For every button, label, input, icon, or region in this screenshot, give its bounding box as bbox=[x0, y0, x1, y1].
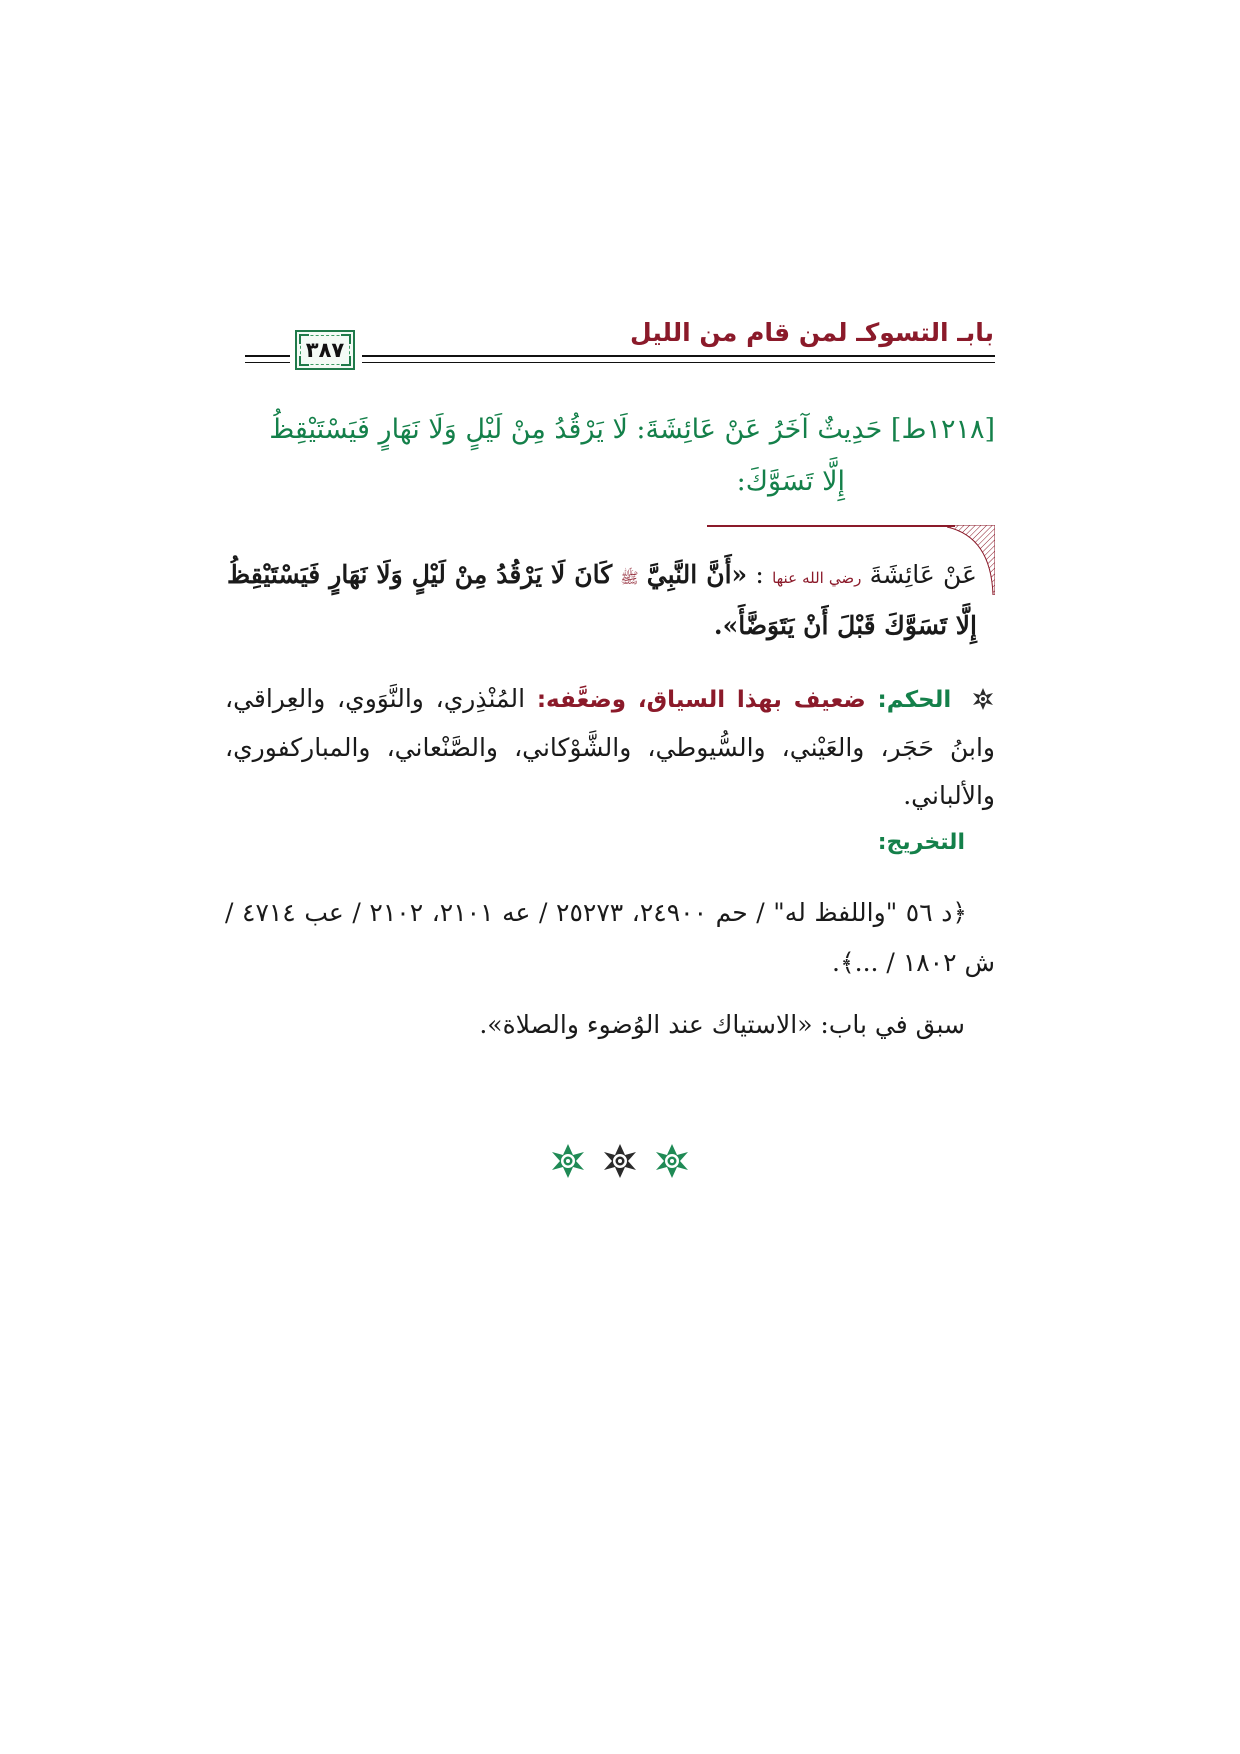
hadith-intro: عَنْ عَائِشَةَ bbox=[869, 560, 977, 589]
hadith-heading-line2: إِلَّا تَسَوَّكَ: bbox=[736, 466, 845, 497]
hadith-colon: : bbox=[755, 560, 764, 589]
hadith-heading bbox=[227, 404, 995, 508]
hadith-block bbox=[225, 525, 995, 640]
prophet-honorific: ﷺ bbox=[620, 569, 639, 587]
ornament-rosette-icon bbox=[971, 687, 995, 711]
header-rule-right-top bbox=[362, 355, 995, 357]
hadith-text bbox=[227, 551, 977, 650]
hadith-matn-rest: كَانَ لَا يَرْقُدُ مِنْ لَيْلٍ وَلَا نَهَارٍ فَيَسْتَيْقِظُ إِلَّا تَسَوَّكَ قَبْلَ أَنْ يَتَوَضَّأَ». bbox=[227, 560, 977, 640]
narrator-honorific: رضي الله عنها bbox=[772, 569, 862, 587]
page-number: ٣٨٧ bbox=[305, 338, 345, 362]
ruling-scholars: المُنْذِري، والنَّوَوي، والعِراقي، وابنُ حَجَر، والعَيْني، والسُّيوطي، والشَّوْكاني، والصَّنْعاني، والمباركفوري، والألباني. bbox=[225, 684, 995, 810]
header-rule-right-bottom bbox=[362, 362, 995, 363]
chapter-title: بابـ التسوكـ لمن قام من الليل bbox=[630, 318, 994, 347]
hadith-frame-line bbox=[707, 525, 955, 527]
ruling-paragraph bbox=[225, 675, 995, 820]
takhrij-text: ﴿د ٥٦ "واللفظ له" / حم ٢٤٩٠٠، ٢٥٢٧٣ / عه ٢١٠١، ٢١٠٢ / عب ٤٧١٤ / ش ١٨٠٢ / ...﴾. bbox=[225, 898, 995, 977]
end-ornaments bbox=[550, 1143, 690, 1183]
ornament-rosette-icon bbox=[654, 1143, 690, 1179]
hadith-number: [١٢١٨ط] bbox=[890, 414, 995, 445]
ornament-rosette-icon bbox=[550, 1143, 586, 1179]
ruling-verdict: ضعيف بهذا السياق، وضعَّفه: bbox=[536, 687, 866, 713]
page-number-badge bbox=[295, 330, 355, 370]
header-rule-left-bottom bbox=[245, 362, 290, 363]
hadith-matn-start: «أَنَّ النَّبِيَّ bbox=[646, 560, 748, 589]
ruling-label: الحكم: bbox=[877, 687, 952, 713]
hadith-heading-line1: حَدِيثٌ آخَرُ عَنْ عَائِشَةَ: لَا يَرْقُدُ مِنْ لَيْلٍ وَلَا نَهَارٍ فَيَسْتَيْقِظُ bbox=[269, 414, 883, 445]
ornament-rosette-icon bbox=[602, 1143, 638, 1179]
takhrij-title: التخريج: bbox=[877, 830, 965, 855]
header-rule-left-top bbox=[245, 355, 290, 357]
see-also-note: سبق في باب: «الاستياك عند الوُضوء والصلاة». bbox=[479, 1010, 965, 1039]
